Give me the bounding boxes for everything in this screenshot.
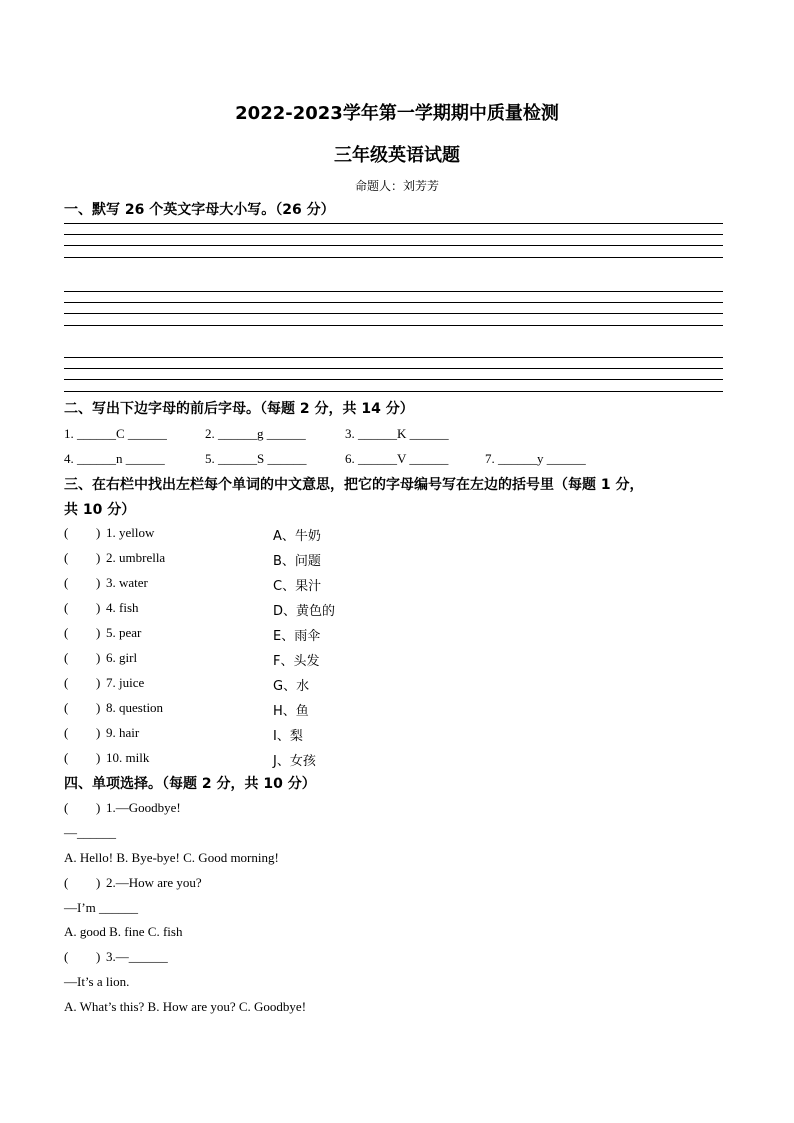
section-4-heading: 四、单项选择。（每题 2 分，共 10 分） [64,776,316,792]
given-letter: y [537,451,544,466]
writing-line [64,357,723,358]
meaning-option: D、黄色的 [273,604,336,619]
letter-item-6: 6. ______V ______ [345,451,449,466]
letter-item-5: 5. ______S ______ [205,451,307,466]
meaning-option: J、女孩 [273,754,316,769]
answer-paren: ( ) [64,625,101,640]
given-letter: C [116,426,125,441]
answer-paren: ( ) [64,525,101,540]
writing-line [64,368,723,369]
page-title: 2022-2023学年第一学期期中质量检测 [235,103,559,124]
answer-paren: ( ) [64,700,101,715]
answer-paren: ( ) [64,675,101,690]
question-3-options: A. What’s this? B. How are you? C. Goodbye! [64,999,307,1014]
given-letter: n [116,451,123,466]
writing-line [64,325,723,326]
answer-paren: ( ) [64,800,101,815]
question-2-prompt: 2.—How are you? [106,875,202,890]
matching-word: 10. milk [106,750,150,765]
letter-item-2: 2. ______g ______ [205,426,306,441]
meaning-option: E、雨伞 [273,629,321,644]
section-2-heading: 二、写出下边字母的前后字母。（每题 2 分，共 14 分） [64,401,414,417]
answer-paren: ( ) [64,750,101,765]
letter-item-1: 1. ______C ______ [64,426,167,441]
meaning-option: H、鱼 [273,704,309,719]
question-3-prompt: 3.—______ [106,949,168,964]
writing-line [64,379,723,380]
question-1-reply: —______ [64,825,116,840]
matching-word: 2. umbrella [106,550,166,565]
given-letter: S [257,451,265,466]
section-3-heading-line-1: 三、在右栏中找出左栏每个单词的中文意思，把它的字母编号写在左边的括号里（每题 1 分， [64,477,644,493]
question-2-options: A. good B. fine C. fish [64,924,183,939]
given-letter: K [397,426,407,441]
letter-item-3: 3. ______K ______ [345,426,449,441]
writing-line [64,291,723,292]
meaning-option: B、问题 [273,554,321,569]
writing-line [64,257,723,258]
question-1-prompt: 1.—Goodbye! [106,800,181,815]
writing-line [64,234,723,235]
matching-word: 3. water [106,575,148,590]
page-subtitle: 三年级英语试题 [334,145,460,166]
question-2-reply: —I’m ______ [64,900,139,915]
meaning-option: G、水 [273,679,310,694]
answer-paren: ( ) [64,650,101,665]
answer-paren: ( ) [64,575,101,590]
matching-word: 5. pear [106,625,142,640]
matching-word: 4. fish [106,600,139,615]
writing-line [64,302,723,303]
section-3-heading-line-2: 共 10 分） [64,502,136,518]
meaning-option: F、头发 [273,654,320,669]
writing-line [64,313,723,314]
writing-line [64,223,723,224]
answer-paren: ( ) [64,875,101,890]
meaning-option: A、牛奶 [273,529,321,544]
matching-word: 8. question [106,700,164,715]
given-letter: V [397,451,407,466]
writing-line [64,245,723,246]
section-1-heading: 一、默写 26 个英文字母大小写。（26 分） [64,202,335,218]
meaning-option: I、梨 [273,729,303,744]
matching-word: 1. yellow [106,525,155,540]
given-letter: g [257,426,264,441]
answer-paren: ( ) [64,550,101,565]
author-line: 命题人：刘芳芳 [354,179,439,193]
matching-word: 6. girl [106,650,138,665]
matching-word: 9. hair [106,725,140,740]
letter-item-4: 4. ______n ______ [64,451,165,466]
letter-item-7: 7. ______y ______ [485,451,586,466]
matching-word: 7. juice [106,675,145,690]
answer-paren: ( ) [64,725,101,740]
writing-line [64,391,723,392]
answer-paren: ( ) [64,600,101,615]
question-1-options: A. Hello! B. Bye-bye! C. Good morning! [64,850,279,865]
meaning-option: C、果汁 [273,579,322,594]
question-3-reply: —It’s a lion. [64,974,130,989]
answer-paren: ( ) [64,949,101,964]
